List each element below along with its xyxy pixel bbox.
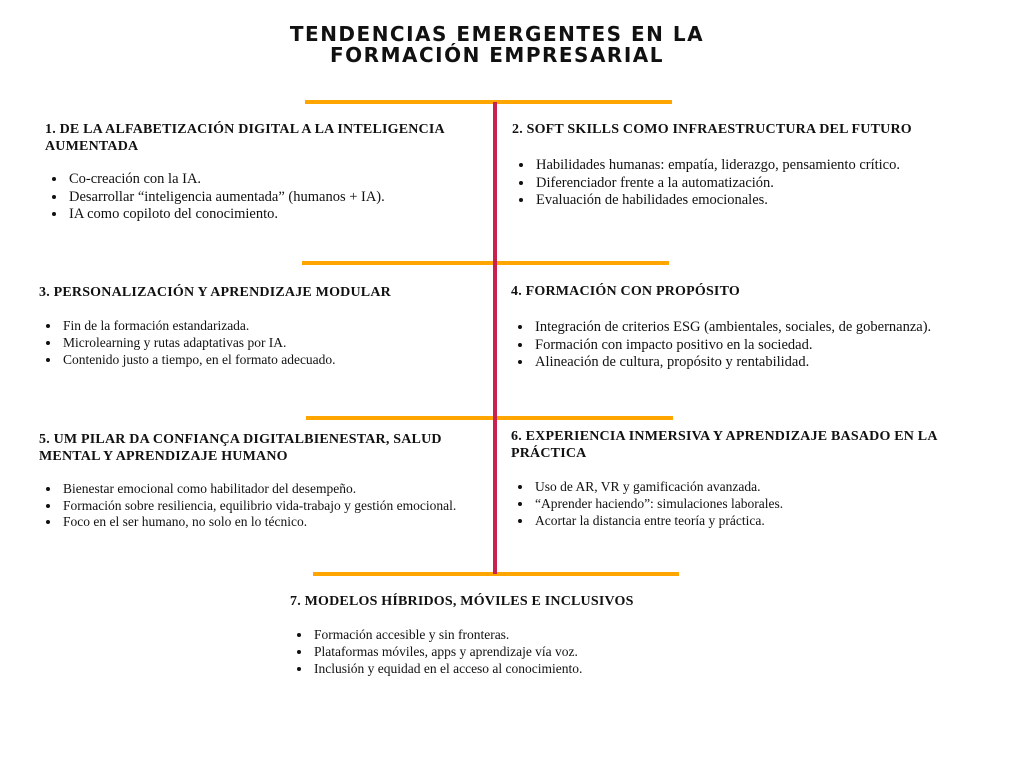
list-item: • Diferenciador frente a la automatización.	[534, 175, 1012, 193]
list-item: • Alineación de cultura, propósito y rentabilidad.	[533, 354, 1016, 372]
list-item: • Formación sobre resiliencia, equilibrio vida-trabajo y gestión emocional.	[61, 498, 469, 515]
list-item: • Formación accesible y sin fronteras.	[312, 626, 740, 643]
list-item: • Habilidades humanas: empatía, liderazgo, pensamiento crítico.	[534, 157, 1012, 175]
section-heading: 1. DE LA ALFABETIZACIÓN DIGITAL A LA INTELIGENCIA AUMENTADA	[45, 122, 445, 154]
section-3	[39, 284, 484, 368]
list-item: • Foco en el ser humano, no solo en lo técnico.	[61, 514, 469, 531]
section-heading: 3. PERSONALIZACIÓN Y APRENDIZAJE MODULAR	[39, 285, 391, 300]
list-item: • Evaluación de habilidades emocionales.	[534, 192, 1012, 210]
list-item: • Desarrollar “inteligencia aumentada” (humanos + IA).	[67, 189, 485, 207]
section-heading: 7. MODELOS HÍBRIDOS, MÓVILES E INCLUSIVOS	[290, 594, 634, 609]
list-item: • IA como copiloto del conocimiento.	[67, 206, 485, 224]
section-heading: 5. UM PILAR DA CONFIANÇA DIGITALBIENESTAR, SALUD MENTAL Y APRENDIZAJE HUMANO	[39, 432, 442, 464]
list-item: • Co-creación con la IA.	[67, 171, 485, 189]
divider-orange-2	[302, 261, 669, 265]
section-7	[290, 593, 740, 677]
list-item: • “Aprender haciendo”: simulaciones laborales.	[533, 495, 981, 512]
divider-orange-3	[306, 416, 673, 420]
list-item: • Fin de la formación estandarizada.	[61, 317, 484, 334]
divider-crimson-vertical	[493, 102, 497, 574]
title-line-2: FORMACIÓN EMPRESARIAL	[330, 43, 664, 67]
list-item: • Microlearning y rutas adaptativas por IA.	[61, 334, 484, 351]
section-1	[45, 121, 485, 224]
section-6	[511, 428, 981, 529]
page-title	[0, 24, 994, 66]
title-line-1: TENDENCIAS EMERGENTES EN LA	[289, 22, 705, 46]
section-heading: 2. SOFT SKILLS COMO INFRAESTRUCTURA DEL FUTURO	[512, 122, 912, 137]
section-heading: 4. FORMACIÓN CON PROPÓSITO	[511, 284, 740, 299]
list-item: • Contenido justo a tiempo, en el formato adecuado.	[61, 351, 484, 368]
section-4	[511, 283, 1016, 372]
divider-orange-1	[305, 100, 672, 104]
list-item: • Inclusión y equidad en el acceso al conocimiento.	[312, 660, 740, 677]
list-item: • Acortar la distancia entre teoría y práctica.	[533, 512, 981, 529]
list-item: • Uso de AR, VR y gamificación avanzada.	[533, 478, 981, 495]
section-heading: 6. EXPERIENCIA INMERSIVA Y APRENDIZAJE BASADO EN LA PRÁCTICA	[511, 429, 937, 461]
list-item: • Integración de criterios ESG (ambientales, sociales, de gobernanza).	[533, 319, 1016, 337]
list-item: • Formación con impacto positivo en la sociedad.	[533, 337, 1016, 355]
section-5	[39, 431, 469, 531]
list-item: • Bienestar emocional como habilitador del desempeño.	[61, 481, 469, 498]
section-2	[512, 121, 1012, 210]
list-item: • Plataformas móviles, apps y aprendizaje vía voz.	[312, 643, 740, 660]
